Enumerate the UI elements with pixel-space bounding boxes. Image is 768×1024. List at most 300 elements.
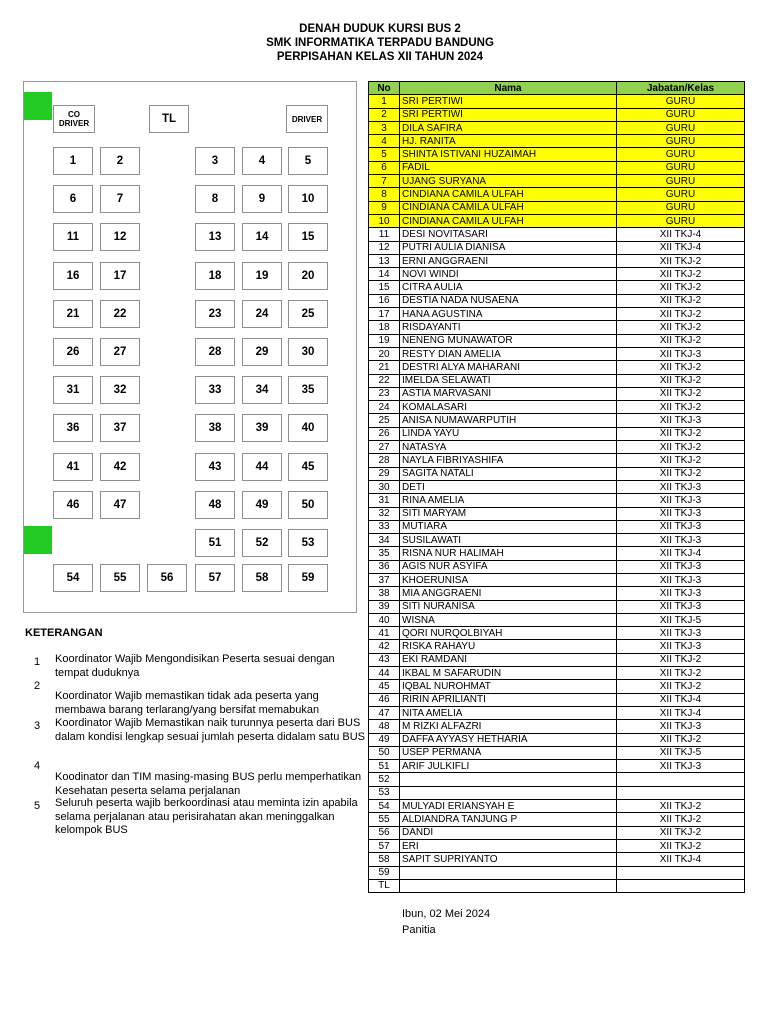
note-number: 5 bbox=[34, 800, 41, 812]
table-row bbox=[369, 494, 745, 507]
table-row bbox=[369, 441, 745, 454]
note-text: Koordinator Wajib memastikan tidak ada peserta yang membawa barang terlarang/yang bersifat memabukan bbox=[55, 690, 320, 716]
tour-leader-seat: TL bbox=[149, 105, 189, 133]
seat-53: 53 bbox=[288, 529, 328, 557]
cell-nama: CITRA AULIA bbox=[400, 281, 617, 294]
cell-kelas: GURU bbox=[617, 201, 745, 214]
seat-29: 29 bbox=[242, 338, 282, 366]
cell-nama: QORI NURQOLBIYAH bbox=[400, 627, 617, 640]
seat-44: 44 bbox=[242, 453, 282, 481]
cell-kelas: GURU bbox=[617, 148, 745, 161]
seat-24: 24 bbox=[242, 300, 282, 328]
cell-nama: IKBAL M SAFARUDIN bbox=[400, 667, 617, 680]
cell-kelas: XII TKJ-3 bbox=[617, 507, 745, 520]
seat-47: 47 bbox=[100, 491, 140, 519]
seat-57: 57 bbox=[195, 564, 235, 592]
table-row bbox=[369, 534, 745, 547]
cell-no: 6 bbox=[369, 161, 400, 174]
note-number: 3 bbox=[34, 720, 41, 732]
cell-kelas: XII TKJ-2 bbox=[617, 467, 745, 480]
cell-no: 19 bbox=[369, 334, 400, 347]
cell-no: 12 bbox=[369, 241, 400, 254]
table-row bbox=[369, 786, 745, 799]
table-row bbox=[369, 427, 745, 440]
cell-no: 39 bbox=[369, 600, 400, 613]
table-row bbox=[369, 507, 745, 520]
seat-48: 48 bbox=[195, 491, 235, 519]
table-row bbox=[369, 308, 745, 321]
table-row bbox=[369, 547, 745, 560]
cell-kelas: XII TKJ-3 bbox=[617, 587, 745, 600]
cell-no: 38 bbox=[369, 587, 400, 600]
cell-no: 7 bbox=[369, 175, 400, 188]
cell-kelas bbox=[617, 866, 745, 879]
cell-no: 44 bbox=[369, 667, 400, 680]
seat-19: 19 bbox=[242, 262, 282, 290]
cell-nama: RISDAYANTI bbox=[400, 321, 617, 334]
table-row bbox=[369, 520, 745, 533]
rear-door-marker bbox=[24, 526, 52, 554]
note-text: Koodinator dan TIM masing-masing BUS perlu memperhatikan Kesehatan peserta selama perjalanan bbox=[55, 771, 362, 797]
table-row bbox=[369, 653, 745, 666]
seat-11: 11 bbox=[53, 223, 93, 251]
seat-34: 34 bbox=[242, 376, 282, 404]
cell-no: 18 bbox=[369, 321, 400, 334]
cell-nama bbox=[400, 773, 617, 786]
cell-no: 27 bbox=[369, 441, 400, 454]
table-row bbox=[369, 268, 745, 281]
cell-nama: DETI bbox=[400, 480, 617, 493]
notes-title: KETERANGAN bbox=[25, 627, 103, 639]
cell-nama: ALDIANDRA TANJUNG P bbox=[400, 813, 617, 826]
cell-kelas: XII TKJ-3 bbox=[617, 627, 745, 640]
cell-kelas: XII TKJ-3 bbox=[617, 760, 745, 773]
seat-46: 46 bbox=[53, 491, 93, 519]
seat-6: 6 bbox=[53, 185, 93, 213]
seat-43: 43 bbox=[195, 453, 235, 481]
table-row bbox=[369, 254, 745, 267]
cell-no: 4 bbox=[369, 135, 400, 148]
seat-26: 26 bbox=[53, 338, 93, 366]
header-no: No bbox=[369, 82, 400, 95]
cell-kelas: GURU bbox=[617, 175, 745, 188]
cell-nama: PUTRI AULIA DIANISA bbox=[400, 241, 617, 254]
table-row bbox=[369, 454, 745, 467]
table-row bbox=[369, 560, 745, 573]
cell-kelas: XII TKJ-3 bbox=[617, 480, 745, 493]
seat-1: 1 bbox=[53, 147, 93, 175]
cell-kelas: XII TKJ-4 bbox=[617, 228, 745, 241]
cell-no: 1 bbox=[369, 95, 400, 108]
table-row bbox=[369, 813, 745, 826]
cell-no: 58 bbox=[369, 853, 400, 866]
cell-no: 41 bbox=[369, 627, 400, 640]
cell-no: 35 bbox=[369, 547, 400, 560]
table-row bbox=[369, 108, 745, 121]
seat-25: 25 bbox=[288, 300, 328, 328]
cell-no: 47 bbox=[369, 706, 400, 719]
cell-nama: MUTIARA bbox=[400, 520, 617, 533]
table-row bbox=[369, 281, 745, 294]
cell-no: 48 bbox=[369, 720, 400, 733]
table-row bbox=[369, 414, 745, 427]
cell-kelas: GURU bbox=[617, 135, 745, 148]
cell-nama: DESTRI ALYA MAHARANI bbox=[400, 361, 617, 374]
cell-nama: CINDIANA CAMILA ULFAH bbox=[400, 188, 617, 201]
table-row bbox=[369, 294, 745, 307]
cell-nama: RESTY DIAN AMELIA bbox=[400, 347, 617, 360]
table-row bbox=[369, 587, 745, 600]
cell-nama: UJANG SURYANA bbox=[400, 175, 617, 188]
cell-nama: NATASYA bbox=[400, 441, 617, 454]
cell-nama: NOVI WINDI bbox=[400, 268, 617, 281]
seat-38: 38 bbox=[195, 414, 235, 442]
cell-no: 23 bbox=[369, 387, 400, 400]
cell-kelas: GURU bbox=[617, 188, 745, 201]
cell-no: 33 bbox=[369, 520, 400, 533]
cell-no: 29 bbox=[369, 467, 400, 480]
cell-kelas: XII TKJ-2 bbox=[617, 308, 745, 321]
cell-kelas: XII TKJ-2 bbox=[617, 401, 745, 414]
cell-no: 8 bbox=[369, 188, 400, 201]
cell-nama: DILA SAFIRA bbox=[400, 121, 617, 134]
cell-kelas: XII TKJ-3 bbox=[617, 494, 745, 507]
cell-nama: RINA AMELIA bbox=[400, 494, 617, 507]
cell-no: 26 bbox=[369, 427, 400, 440]
seat-36: 36 bbox=[53, 414, 93, 442]
cell-kelas: XII TKJ-3 bbox=[617, 560, 745, 573]
cell-nama bbox=[400, 879, 617, 892]
seat-31: 31 bbox=[53, 376, 93, 404]
title-line-1: DENAH DUDUK KURSI BUS 2 bbox=[299, 23, 461, 35]
table-row bbox=[369, 627, 745, 640]
cell-no: 46 bbox=[369, 693, 400, 706]
table-row bbox=[369, 214, 745, 227]
cell-nama: RISNA NUR HALIMAH bbox=[400, 547, 617, 560]
cell-nama: SAPIT SUPRIYANTO bbox=[400, 853, 617, 866]
seat-56: 56 bbox=[147, 564, 187, 592]
cell-kelas: XII TKJ-2 bbox=[617, 268, 745, 281]
cell-nama: ARIF JULKIFLI bbox=[400, 760, 617, 773]
signature-role: Panitia bbox=[402, 924, 436, 936]
cell-no: 16 bbox=[369, 294, 400, 307]
cell-nama: DAFFA AYYASY HETHARIA bbox=[400, 733, 617, 746]
table-header-row bbox=[369, 82, 745, 95]
cell-nama: USEP PERMANA bbox=[400, 746, 617, 759]
document-title bbox=[180, 22, 580, 64]
table-row bbox=[369, 135, 745, 148]
cell-no: 15 bbox=[369, 281, 400, 294]
seat-2: 2 bbox=[100, 147, 140, 175]
cell-no: 57 bbox=[369, 839, 400, 852]
table-row bbox=[369, 401, 745, 414]
seat-35: 35 bbox=[288, 376, 328, 404]
cell-nama: ERI bbox=[400, 839, 617, 852]
table-row bbox=[369, 334, 745, 347]
cell-nama: RISKA RAHAYU bbox=[400, 640, 617, 653]
bus-seat-plan bbox=[23, 81, 357, 613]
note-number: 1 bbox=[34, 656, 41, 668]
table-row bbox=[369, 706, 745, 719]
cell-nama: DANDI bbox=[400, 826, 617, 839]
cell-no: TL bbox=[369, 879, 400, 892]
cell-no: 9 bbox=[369, 201, 400, 214]
cell-kelas: GURU bbox=[617, 121, 745, 134]
cell-nama: SITI MARYAM bbox=[400, 507, 617, 520]
cell-kelas: XII TKJ-3 bbox=[617, 600, 745, 613]
table-row bbox=[369, 573, 745, 586]
cell-kelas: XII TKJ-3 bbox=[617, 534, 745, 547]
cell-kelas: XII TKJ-4 bbox=[617, 547, 745, 560]
seat-22: 22 bbox=[100, 300, 140, 328]
seat-10: 10 bbox=[288, 185, 328, 213]
seat-15: 15 bbox=[288, 223, 328, 251]
cell-kelas: XII TKJ-2 bbox=[617, 653, 745, 666]
cell-no: 56 bbox=[369, 826, 400, 839]
cell-kelas: GURU bbox=[617, 214, 745, 227]
cell-nama: SRI PERTIWI bbox=[400, 108, 617, 121]
cell-kelas: GURU bbox=[617, 108, 745, 121]
cell-no: 30 bbox=[369, 480, 400, 493]
seat-49: 49 bbox=[242, 491, 282, 519]
seat-5: 5 bbox=[288, 147, 328, 175]
cell-kelas: XII TKJ-2 bbox=[617, 361, 745, 374]
seat-4: 4 bbox=[242, 147, 282, 175]
table-row bbox=[369, 175, 745, 188]
seat-9: 9 bbox=[242, 185, 282, 213]
cell-kelas: GURU bbox=[617, 161, 745, 174]
cell-kelas: XII TKJ-4 bbox=[617, 853, 745, 866]
seat-18: 18 bbox=[195, 262, 235, 290]
cell-nama: NITA AMELIA bbox=[400, 706, 617, 719]
seat-7: 7 bbox=[100, 185, 140, 213]
cell-no: 37 bbox=[369, 573, 400, 586]
cell-nama: WISNA bbox=[400, 613, 617, 626]
table-row bbox=[369, 800, 745, 813]
table-row bbox=[369, 613, 745, 626]
cell-kelas: XII TKJ-4 bbox=[617, 706, 745, 719]
note-text: Koordinator Wajib Memastikan naik turunnya peserta dari BUS dalam kondisi lengkap sesuai jumlah peserta didalam satu BUS bbox=[55, 717, 366, 743]
table-row bbox=[369, 680, 745, 693]
cell-kelas: XII TKJ-3 bbox=[617, 640, 745, 653]
cell-no: 17 bbox=[369, 308, 400, 321]
seat-8: 8 bbox=[195, 185, 235, 213]
seat-33: 33 bbox=[195, 376, 235, 404]
cell-nama: ERNI ANGGRAENI bbox=[400, 254, 617, 267]
seat-37: 37 bbox=[100, 414, 140, 442]
cell-nama: LINDA YAYU bbox=[400, 427, 617, 440]
table-row bbox=[369, 733, 745, 746]
seat-20: 20 bbox=[288, 262, 328, 290]
table-row bbox=[369, 773, 745, 786]
table-row bbox=[369, 853, 745, 866]
table-row bbox=[369, 347, 745, 360]
cell-no: 25 bbox=[369, 414, 400, 427]
seat-59: 59 bbox=[288, 564, 328, 592]
header-kelas: Jabatan/Kelas bbox=[617, 82, 745, 95]
cell-kelas: XII TKJ-2 bbox=[617, 441, 745, 454]
note-text: Seluruh peserta wajib berkoordinasi atau meminta izin apabila selama perjalanan atau perisirahatan akan meninggalkan kelompok BUS bbox=[55, 797, 358, 836]
driver-seat: DRIVER bbox=[286, 105, 328, 133]
table-row bbox=[369, 148, 745, 161]
table-row bbox=[369, 188, 745, 201]
cell-kelas: XII TKJ-2 bbox=[617, 254, 745, 267]
seat-23: 23 bbox=[195, 300, 235, 328]
cell-nama: IQBAL NUROHMAT bbox=[400, 680, 617, 693]
note-number: 2 bbox=[34, 680, 41, 692]
cell-kelas: XII TKJ-2 bbox=[617, 813, 745, 826]
cell-nama: SUSILAWATI bbox=[400, 534, 617, 547]
cell-no: 54 bbox=[369, 800, 400, 813]
cell-kelas: XII TKJ-3 bbox=[617, 414, 745, 427]
cell-nama: RIRIN APRILIANTI bbox=[400, 693, 617, 706]
table-row bbox=[369, 361, 745, 374]
seat-40: 40 bbox=[288, 414, 328, 442]
cell-kelas: XII TKJ-5 bbox=[617, 746, 745, 759]
cell-nama: FADIL bbox=[400, 161, 617, 174]
cell-no: 36 bbox=[369, 560, 400, 573]
cell-nama: DESI NOVITASARI bbox=[400, 228, 617, 241]
cell-no: 3 bbox=[369, 121, 400, 134]
cell-kelas: XII TKJ-3 bbox=[617, 347, 745, 360]
cell-kelas: XII TKJ-3 bbox=[617, 720, 745, 733]
cell-no: 24 bbox=[369, 401, 400, 414]
cell-no: 10 bbox=[369, 214, 400, 227]
table-row bbox=[369, 667, 745, 680]
seat-21: 21 bbox=[53, 300, 93, 328]
cell-nama: NAYLA FIBRIYASHIFA bbox=[400, 454, 617, 467]
cell-no: 20 bbox=[369, 347, 400, 360]
cell-no: 49 bbox=[369, 733, 400, 746]
cell-nama: CINDIANA CAMILA ULFAH bbox=[400, 201, 617, 214]
table-row bbox=[369, 879, 745, 892]
cell-kelas: XII TKJ-4 bbox=[617, 693, 745, 706]
cell-kelas: XII TKJ-2 bbox=[617, 387, 745, 400]
cell-kelas: GURU bbox=[617, 95, 745, 108]
cell-kelas: XII TKJ-2 bbox=[617, 839, 745, 852]
seat-16: 16 bbox=[53, 262, 93, 290]
table-row bbox=[369, 228, 745, 241]
cell-kelas: XII TKJ-5 bbox=[617, 613, 745, 626]
cell-nama bbox=[400, 866, 617, 879]
cell-no: 31 bbox=[369, 494, 400, 507]
seat-51: 51 bbox=[195, 529, 235, 557]
table-row bbox=[369, 321, 745, 334]
table-row bbox=[369, 720, 745, 733]
cell-nama: EKI RAMDANI bbox=[400, 653, 617, 666]
seat-39: 39 bbox=[242, 414, 282, 442]
cell-nama: KOMALASARI bbox=[400, 401, 617, 414]
table-row bbox=[369, 826, 745, 839]
cell-kelas: XII TKJ-3 bbox=[617, 520, 745, 533]
cell-nama: CINDIANA CAMILA ULFAH bbox=[400, 214, 617, 227]
seat-27: 27 bbox=[100, 338, 140, 366]
seat-13: 13 bbox=[195, 223, 235, 251]
cell-no: 28 bbox=[369, 454, 400, 467]
seat-14: 14 bbox=[242, 223, 282, 251]
note-text: Koordinator Wajib Mengondisikan Peserta sesuai dengan tempat duduknya bbox=[55, 653, 335, 679]
table-row bbox=[369, 839, 745, 852]
cell-nama bbox=[400, 786, 617, 799]
cell-nama: HANA AGUSTINA bbox=[400, 308, 617, 321]
cell-no: 21 bbox=[369, 361, 400, 374]
cell-no: 52 bbox=[369, 773, 400, 786]
seat-32: 32 bbox=[100, 376, 140, 404]
cell-kelas bbox=[617, 786, 745, 799]
table-row bbox=[369, 746, 745, 759]
table-row bbox=[369, 201, 745, 214]
cell-kelas: XII TKJ-2 bbox=[617, 680, 745, 693]
cell-kelas: XII TKJ-2 bbox=[617, 826, 745, 839]
table-row bbox=[369, 161, 745, 174]
cell-no: 2 bbox=[369, 108, 400, 121]
cell-kelas: XII TKJ-2 bbox=[617, 321, 745, 334]
table-row bbox=[369, 374, 745, 387]
seat-50: 50 bbox=[288, 491, 328, 519]
front-door-marker bbox=[24, 92, 52, 120]
table-row bbox=[369, 95, 745, 108]
cell-nama: MIA ANGGRAENI bbox=[400, 587, 617, 600]
header-nama: Nama bbox=[400, 82, 617, 95]
seat-45: 45 bbox=[288, 453, 328, 481]
passenger-table bbox=[368, 81, 745, 893]
note-number: 4 bbox=[34, 760, 41, 772]
cell-nama: IMELDA SELAWATI bbox=[400, 374, 617, 387]
cell-nama: SITI NURANISA bbox=[400, 600, 617, 613]
cell-no: 40 bbox=[369, 613, 400, 626]
seat-58: 58 bbox=[242, 564, 282, 592]
seat-55: 55 bbox=[100, 564, 140, 592]
cell-kelas: XII TKJ-4 bbox=[617, 241, 745, 254]
cell-kelas: XII TKJ-3 bbox=[617, 573, 745, 586]
cell-nama: SRI PERTIWI bbox=[400, 95, 617, 108]
cell-nama: SAGITA NATALI bbox=[400, 467, 617, 480]
table-row bbox=[369, 387, 745, 400]
seat-17: 17 bbox=[100, 262, 140, 290]
cell-no: 53 bbox=[369, 786, 400, 799]
cell-no: 11 bbox=[369, 228, 400, 241]
seat-30: 30 bbox=[288, 338, 328, 366]
cell-nama: DESTIA NADA NUSAENA bbox=[400, 294, 617, 307]
table-row bbox=[369, 467, 745, 480]
seat-28: 28 bbox=[195, 338, 235, 366]
cell-no: 51 bbox=[369, 760, 400, 773]
table-row bbox=[369, 241, 745, 254]
table-row bbox=[369, 760, 745, 773]
table-row bbox=[369, 866, 745, 879]
cell-nama: SHINTA ISTIVANI HUZAIMAH bbox=[400, 148, 617, 161]
cell-no: 5 bbox=[369, 148, 400, 161]
cell-kelas: XII TKJ-2 bbox=[617, 454, 745, 467]
cell-nama: HJ. RANITA bbox=[400, 135, 617, 148]
title-line-3: PERPISAHAN KELAS XII TAHUN 2024 bbox=[276, 51, 484, 63]
table-row bbox=[369, 480, 745, 493]
seat-54: 54 bbox=[53, 564, 93, 592]
cell-no: 34 bbox=[369, 534, 400, 547]
co-driver-seat: CO DRIVER bbox=[53, 105, 95, 133]
cell-nama: ANISA NUMAWARPUTIH bbox=[400, 414, 617, 427]
signature-place-date: Ibun, 02 Mei 2024 bbox=[402, 908, 491, 920]
cell-no: 59 bbox=[369, 866, 400, 879]
cell-nama: M RIZKI ALFAZRI bbox=[400, 720, 617, 733]
cell-nama: KHOERUNISA bbox=[400, 573, 617, 586]
cell-kelas: XII TKJ-2 bbox=[617, 667, 745, 680]
title-line-2: SMK INFORMATIKA TERPADU BANDUNG bbox=[266, 37, 494, 49]
cell-kelas: XII TKJ-2 bbox=[617, 334, 745, 347]
cell-kelas: XII TKJ-2 bbox=[617, 281, 745, 294]
table-row bbox=[369, 693, 745, 706]
cell-nama: ASTIA MARVASANI bbox=[400, 387, 617, 400]
